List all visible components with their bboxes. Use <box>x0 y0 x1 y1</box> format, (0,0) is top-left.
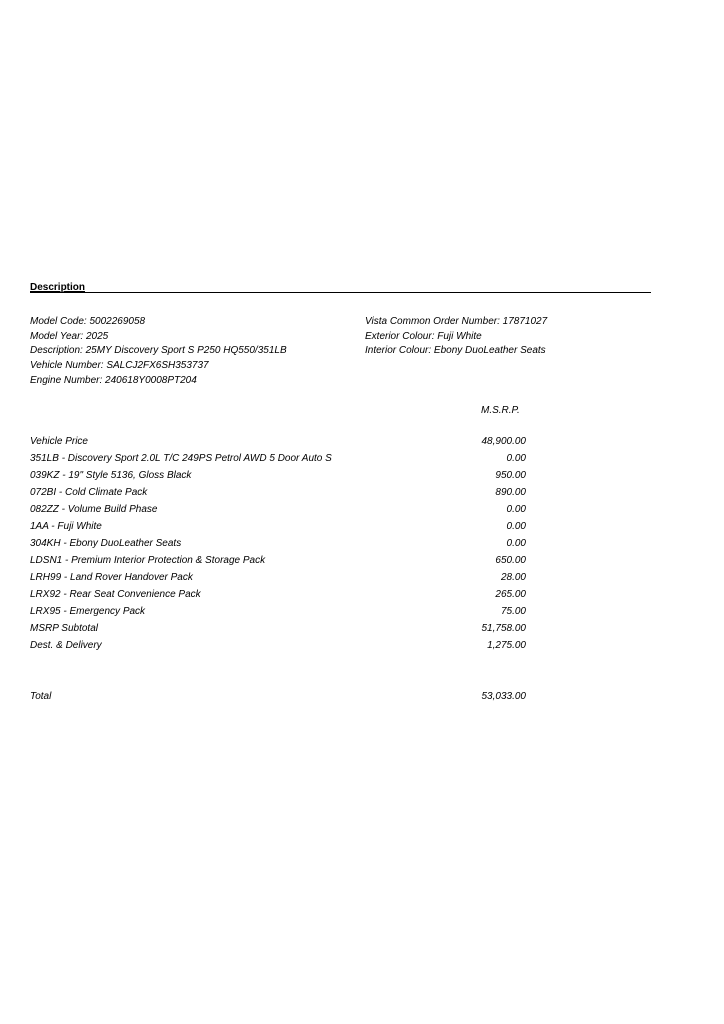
total-label: Total <box>30 691 52 702</box>
price-row-label: 082ZZ - Volume Build Phase <box>30 504 158 515</box>
price-row-amount: 265.00 <box>495 589 526 600</box>
vehicle-description: Description: 25MY Discovery Sport S P250 HQ550/351LB <box>30 345 287 357</box>
price-row-amount: 890.00 <box>495 487 526 498</box>
price-row-amount: 28.00 <box>500 572 526 583</box>
heading-divider <box>30 292 651 293</box>
price-row-amount: 0.00 <box>506 538 526 549</box>
price-row-label: 304KH - Ebony DuoLeather Seats <box>30 538 182 549</box>
price-row-label: Vehicle Price <box>30 436 88 447</box>
total-amount: 53,033.00 <box>481 691 526 702</box>
msrp-subtotal-row <box>30 623 526 640</box>
price-row-amount: 0.00 <box>506 521 526 532</box>
price-table <box>30 436 526 657</box>
price-row <box>30 572 526 589</box>
price-row-label: LRH99 - Land Rover Handover Pack <box>30 572 193 583</box>
price-row-label: LDSN1 - Premium Interior Protection & Storage Pack <box>30 555 266 566</box>
price-row-amount: 0.00 <box>506 504 526 515</box>
order-number: Vista Common Order Number: 17871027 <box>365 316 548 327</box>
price-row-label: LRX95 - Emergency Pack <box>30 606 146 617</box>
price-row-amount: 48,900.00 <box>481 436 526 447</box>
model-code: Model Code: 5002269058 <box>30 316 146 327</box>
msrp-subtotal-label: MSRP Subtotal <box>30 623 98 634</box>
price-row <box>30 521 526 538</box>
section-heading: Description <box>30 282 86 293</box>
price-row <box>30 470 526 487</box>
price-row-amount: 0.00 <box>506 453 526 464</box>
msrp-subtotal-amount: 51,758.00 <box>481 623 526 634</box>
msrp-column-header: M.S.R.P. <box>481 405 520 416</box>
price-row-label: 351LB - Discovery Sport 2.0L T/C 249PS Petrol AWD 5 Door Auto S <box>30 453 332 464</box>
price-row <box>30 436 526 453</box>
total-row <box>30 691 526 705</box>
price-row <box>30 606 526 623</box>
interior-colour: Interior Colour: Ebony DuoLeather Seats <box>365 345 546 357</box>
price-row-amount: 75.00 <box>500 606 526 617</box>
delivery-amount: 1,275.00 <box>487 640 526 651</box>
price-row <box>30 589 526 606</box>
engine-number: Engine Number: 240618Y0008PT204 <box>30 374 197 386</box>
price-row-label: 039KZ - 19" Style 5136, Gloss Black <box>30 470 192 481</box>
price-row-amount: 950.00 <box>495 470 526 481</box>
delivery-row <box>30 640 526 657</box>
vehicle-number: Vehicle Number: SALCJ2FX6SH353737 <box>30 360 209 372</box>
price-row-amount: 650.00 <box>495 555 526 566</box>
delivery-label: Dest. & Delivery <box>30 640 102 651</box>
price-row <box>30 504 526 521</box>
price-row-label: 1AA - Fuji White <box>30 521 102 532</box>
price-row-label: LRX92 - Rear Seat Convenience Pack <box>30 589 201 600</box>
price-row <box>30 487 526 504</box>
price-row <box>30 538 526 555</box>
price-row-label: 072BI - Cold Climate Pack <box>30 487 148 498</box>
price-row <box>30 453 526 470</box>
vehicle-info-right <box>365 315 547 359</box>
model-year: Model Year: 2025 <box>30 330 109 342</box>
exterior-colour: Exterior Colour: Fuji White <box>365 330 482 342</box>
vehicle-info-left <box>30 315 287 389</box>
price-row <box>30 555 526 572</box>
